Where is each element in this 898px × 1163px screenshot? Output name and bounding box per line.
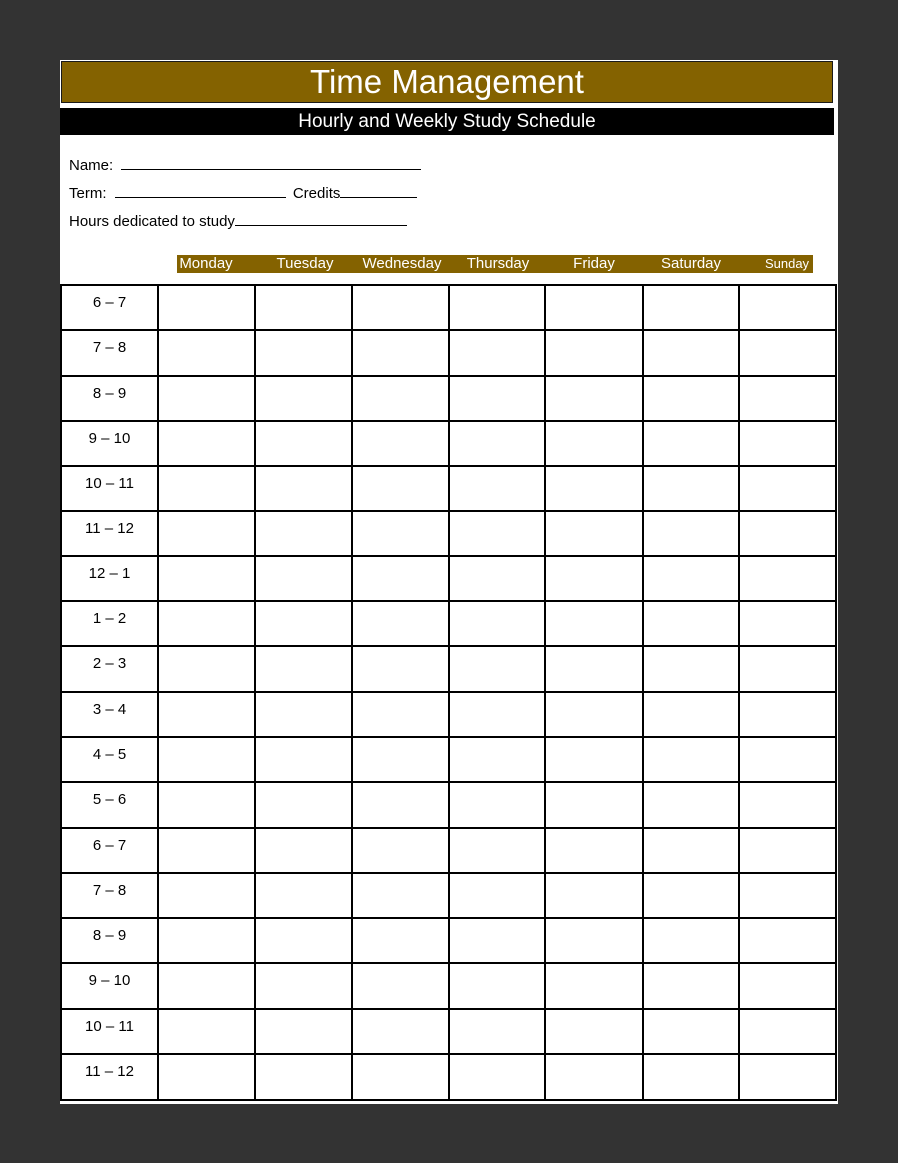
time-slot-label: 4 – 5 [61, 737, 158, 782]
schedule-cell-tuesday[interactable] [255, 556, 352, 601]
time-slot-label: 7 – 8 [61, 330, 158, 376]
schedule-cell-saturday[interactable] [643, 828, 739, 873]
schedule-cell-monday[interactable] [158, 782, 255, 828]
schedule-cell-monday[interactable] [158, 556, 255, 601]
time-slot-label: 12 – 1 [61, 556, 158, 601]
schedule-page [60, 60, 838, 1104]
schedule-cell-friday[interactable] [545, 556, 643, 601]
schedule-cell-sunday[interactable] [739, 330, 836, 376]
schedule-cell-saturday[interactable] [643, 1054, 739, 1100]
schedule-cell-friday[interactable] [545, 873, 643, 918]
schedule-cell-monday[interactable] [158, 828, 255, 873]
schedule-cell-saturday[interactable] [643, 646, 739, 692]
schedule-cell-friday[interactable] [545, 421, 643, 466]
schedule-cell-saturday[interactable] [643, 873, 739, 918]
schedule-cell-tuesday[interactable] [255, 918, 352, 963]
schedule-cell-saturday[interactable] [643, 285, 739, 330]
schedule-cell-tuesday[interactable] [255, 421, 352, 466]
schedule-cell-thursday[interactable] [449, 692, 545, 737]
schedule-cell-thursday[interactable] [449, 601, 545, 646]
schedule-cell-tuesday[interactable] [255, 692, 352, 737]
credits-label: Credits [292, 185, 341, 202]
table-row [61, 601, 836, 646]
time-slot-label: 2 – 3 [61, 646, 158, 692]
schedule-cell-friday[interactable] [545, 646, 643, 692]
schedule-cell-sunday[interactable] [739, 918, 836, 963]
schedule-cell-saturday[interactable] [643, 376, 739, 421]
table-row [61, 873, 836, 918]
schedule-cell-monday[interactable] [158, 873, 255, 918]
schedule-cell-wednesday[interactable] [352, 1054, 449, 1100]
schedule-cell-wednesday[interactable] [352, 646, 449, 692]
schedule-cell-thursday[interactable] [449, 963, 545, 1009]
schedule-cell-sunday[interactable] [739, 737, 836, 782]
schedule-cell-sunday[interactable] [739, 556, 836, 601]
schedule-cell-monday[interactable] [158, 918, 255, 963]
schedule-cell-saturday[interactable] [643, 556, 739, 601]
schedule-cell-saturday[interactable] [643, 421, 739, 466]
schedule-cell-friday[interactable] [545, 511, 643, 556]
day-label-friday: Friday [573, 255, 615, 272]
schedule-cell-wednesday[interactable] [352, 782, 449, 828]
time-slot-label: 6 – 7 [61, 285, 158, 330]
credits-field[interactable] [340, 183, 417, 198]
schedule-cell-friday[interactable] [545, 466, 643, 511]
schedule-cell-friday[interactable] [545, 963, 643, 1009]
schedule-cell-monday[interactable] [158, 646, 255, 692]
day-label-tuesday: Tuesday [276, 255, 334, 272]
schedule-cell-monday[interactable] [158, 466, 255, 511]
schedule-cell-wednesday[interactable] [352, 376, 449, 421]
schedule-cell-saturday[interactable] [643, 601, 739, 646]
table-row [61, 692, 836, 737]
table-row [61, 737, 836, 782]
schedule-cell-sunday[interactable] [739, 1009, 836, 1054]
schedule-cell-monday[interactable] [158, 285, 255, 330]
schedule-cell-sunday[interactable] [739, 285, 836, 330]
table-row [61, 828, 836, 873]
name-label: Name: [69, 157, 114, 174]
term-field-row [69, 183, 417, 202]
time-slot-label: 5 – 6 [61, 782, 158, 828]
time-slot-label: 11 – 12 [61, 511, 158, 556]
schedule-cell-thursday[interactable] [449, 828, 545, 873]
time-slot-label: 7 – 8 [61, 873, 158, 918]
schedule-cell-friday[interactable] [545, 692, 643, 737]
time-slot-label: 8 – 9 [61, 918, 158, 963]
schedule-cell-tuesday[interactable] [255, 376, 352, 421]
table-row [61, 466, 836, 511]
time-slot-label: 8 – 9 [61, 376, 158, 421]
schedule-cell-wednesday[interactable] [352, 963, 449, 1009]
schedule-cell-saturday[interactable] [643, 782, 739, 828]
schedule-cell-sunday[interactable] [739, 646, 836, 692]
schedule-cell-wednesday[interactable] [352, 601, 449, 646]
schedule-cell-friday[interactable] [545, 330, 643, 376]
schedule-cell-tuesday[interactable] [255, 466, 352, 511]
time-slot-label: 9 – 10 [61, 421, 158, 466]
schedule-cell-friday[interactable] [545, 601, 643, 646]
schedule-cell-monday[interactable] [158, 511, 255, 556]
schedule-cell-monday[interactable] [158, 421, 255, 466]
schedule-cell-saturday[interactable] [643, 918, 739, 963]
hours-label: Hours dedicated to study [69, 213, 235, 230]
schedule-grid [60, 284, 837, 1101]
schedule-cell-wednesday[interactable] [352, 873, 449, 918]
schedule-cell-friday[interactable] [545, 918, 643, 963]
schedule-cell-saturday[interactable] [643, 1009, 739, 1054]
schedule-cell-wednesday[interactable] [352, 556, 449, 601]
schedule-cell-friday[interactable] [545, 1009, 643, 1054]
schedule-cell-wednesday[interactable] [352, 421, 449, 466]
schedule-cell-monday[interactable] [158, 330, 255, 376]
schedule-cell-sunday[interactable] [739, 873, 836, 918]
schedule-cell-saturday[interactable] [643, 963, 739, 1009]
schedule-cell-thursday[interactable] [449, 556, 545, 601]
day-label-thursday: Thursday [466, 255, 530, 272]
schedule-cell-sunday[interactable] [739, 511, 836, 556]
schedule-cell-sunday[interactable] [739, 692, 836, 737]
schedule-cell-tuesday[interactable] [255, 737, 352, 782]
schedule-cell-wednesday[interactable] [352, 737, 449, 782]
schedule-cell-saturday[interactable] [643, 692, 739, 737]
schedule-cell-wednesday[interactable] [352, 330, 449, 376]
time-slot-label: 11 – 12 [61, 1054, 158, 1100]
schedule-cell-tuesday[interactable] [255, 782, 352, 828]
time-slot-label: 3 – 4 [61, 692, 158, 737]
schedule-cell-sunday[interactable] [739, 421, 836, 466]
schedule-cell-thursday[interactable] [449, 918, 545, 963]
schedule-cell-wednesday[interactable] [352, 918, 449, 963]
page-title: Time Management [61, 61, 833, 103]
schedule-cell-tuesday[interactable] [255, 1054, 352, 1100]
schedule-cell-saturday[interactable] [643, 330, 739, 376]
name-field[interactable] [121, 155, 421, 170]
schedule-cell-saturday[interactable] [643, 511, 739, 556]
schedule-cell-thursday[interactable] [449, 466, 545, 511]
table-row [61, 646, 836, 692]
table-row [61, 963, 836, 1009]
table-row [61, 1009, 836, 1054]
schedule-cell-tuesday[interactable] [255, 828, 352, 873]
schedule-cell-sunday[interactable] [739, 963, 836, 1009]
schedule-cell-monday[interactable] [158, 692, 255, 737]
term-field[interactable] [115, 183, 286, 198]
day-label-wednesday: Wednesday [362, 255, 442, 272]
schedule-cell-monday[interactable] [158, 963, 255, 1009]
hours-field[interactable] [235, 211, 407, 226]
time-slot-label: 10 – 11 [61, 466, 158, 511]
schedule-cell-tuesday[interactable] [255, 646, 352, 692]
schedule-cell-sunday[interactable] [739, 782, 836, 828]
schedule-cell-monday[interactable] [158, 601, 255, 646]
schedule-cell-friday[interactable] [545, 1054, 643, 1100]
table-row [61, 330, 836, 376]
schedule-cell-thursday[interactable] [449, 330, 545, 376]
schedule-cell-sunday[interactable] [739, 466, 836, 511]
schedule-cell-friday[interactable] [545, 285, 643, 330]
schedule-cell-wednesday[interactable] [352, 466, 449, 511]
schedule-cell-wednesday[interactable] [352, 285, 449, 330]
day-label-saturday: Saturday [660, 255, 722, 272]
time-slot-label: 9 – 10 [61, 963, 158, 1009]
schedule-cell-friday[interactable] [545, 737, 643, 782]
schedule-cell-thursday[interactable] [449, 285, 545, 330]
table-row [61, 1054, 836, 1100]
page-subtitle: Hourly and Weekly Study Schedule [60, 108, 834, 135]
schedule-cell-wednesday[interactable] [352, 692, 449, 737]
schedule-cell-tuesday[interactable] [255, 330, 352, 376]
schedule-cell-friday[interactable] [545, 782, 643, 828]
day-label-monday: Monday [179, 255, 233, 272]
time-slot-label: 6 – 7 [61, 828, 158, 873]
schedule-cell-monday[interactable] [158, 737, 255, 782]
time-slot-label: 10 – 11 [61, 1009, 158, 1054]
schedule-cell-monday[interactable] [158, 1054, 255, 1100]
schedule-cell-tuesday[interactable] [255, 1009, 352, 1054]
schedule-cell-friday[interactable] [545, 376, 643, 421]
schedule-cell-sunday[interactable] [739, 1054, 836, 1100]
schedule-cell-thursday[interactable] [449, 646, 545, 692]
hours-field-row [69, 211, 407, 230]
day-label-sunday: Sunday [764, 256, 810, 271]
schedule-cell-tuesday[interactable] [255, 511, 352, 556]
schedule-cell-sunday[interactable] [739, 376, 836, 421]
schedule-cell-thursday[interactable] [449, 1009, 545, 1054]
schedule-cell-saturday[interactable] [643, 737, 739, 782]
table-row [61, 782, 836, 828]
name-field-row [69, 155, 421, 174]
table-row [61, 511, 836, 556]
schedule-cell-tuesday[interactable] [255, 285, 352, 330]
schedule-cell-tuesday[interactable] [255, 601, 352, 646]
day-header-bar [177, 255, 813, 273]
schedule-cell-thursday[interactable] [449, 1054, 545, 1100]
schedule-cell-monday[interactable] [158, 376, 255, 421]
schedule-cell-saturday[interactable] [643, 466, 739, 511]
schedule-cell-wednesday[interactable] [352, 828, 449, 873]
schedule-cell-friday[interactable] [545, 828, 643, 873]
schedule-cell-sunday[interactable] [739, 601, 836, 646]
time-slot-label: 1 – 2 [61, 601, 158, 646]
schedule-cell-thursday[interactable] [449, 421, 545, 466]
schedule-cell-monday[interactable] [158, 1009, 255, 1054]
schedule-cell-sunday[interactable] [739, 828, 836, 873]
schedule-cell-thursday[interactable] [449, 376, 545, 421]
term-label: Term: [69, 185, 107, 202]
table-row [61, 285, 836, 330]
schedule-cell-thursday[interactable] [449, 737, 545, 782]
table-row [61, 376, 836, 421]
schedule-cell-thursday[interactable] [449, 873, 545, 918]
schedule-cell-tuesday[interactable] [255, 963, 352, 1009]
schedule-cell-wednesday[interactable] [352, 1009, 449, 1054]
schedule-cell-thursday[interactable] [449, 511, 545, 556]
schedule-cell-tuesday[interactable] [255, 873, 352, 918]
table-row [61, 421, 836, 466]
schedule-cell-wednesday[interactable] [352, 511, 449, 556]
table-row [61, 556, 836, 601]
schedule-cell-thursday[interactable] [449, 782, 545, 828]
table-row [61, 918, 836, 963]
